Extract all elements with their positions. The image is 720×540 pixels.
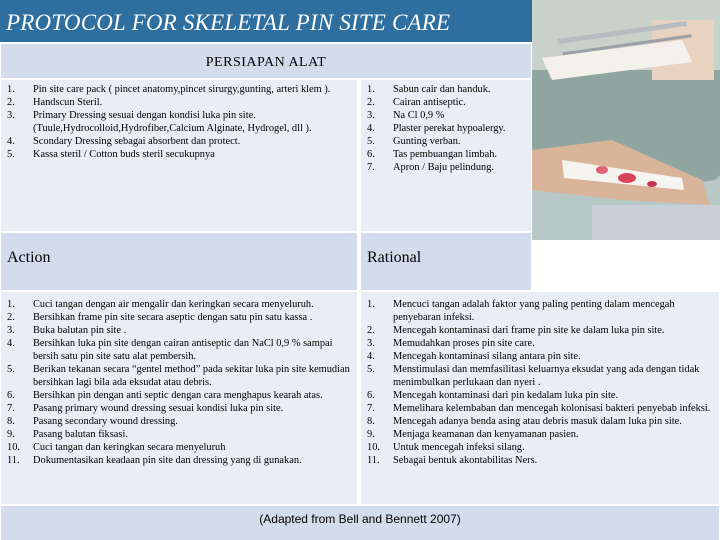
tool-item-text: Kassa steril / Cotton buds steril secukupnya <box>33 149 215 160</box>
rational-item <box>367 298 715 324</box>
action-item <box>7 337 353 363</box>
rational-item-text: Menjaga keamanan dan kenyamanan pasien. <box>393 429 579 440</box>
tool-item-text: Sabun cair dan handuk. <box>393 84 491 95</box>
action-item-text: Buka balutan pin site . <box>33 325 127 336</box>
rational-item-text: Mencegah adanya benda asing atau debris masuk dalam luka pin site. <box>393 416 682 427</box>
rational-item-text: Memudahkan proses pin site care. <box>393 338 535 349</box>
rational-item <box>367 428 715 441</box>
tool-item-text: Pin site care pack ( pincet anatomy,pincet sirurgy,gunting, arteri klem ). <box>33 84 331 95</box>
action-item-number: 6. <box>7 390 15 401</box>
rational-item-number: 8. <box>367 416 375 427</box>
tool-item <box>367 83 527 96</box>
tool-item-text: Gunting verban. <box>393 136 461 147</box>
rational-item-number: 6. <box>367 390 375 401</box>
action-cell <box>1 292 357 504</box>
rational-item-number: 11. <box>367 455 380 466</box>
tool-item-text: Tas pembuangan limbah. <box>393 149 498 160</box>
leg-fixator-photo <box>532 0 720 240</box>
action-item-text: Pasang primary wound dressing sesuai kondisi luka pin site. <box>33 403 284 414</box>
rational-item-text: Memelihara kelembaban dan mencegah kolonisasi bakteri penyebab infeksi. <box>393 403 711 414</box>
persiapan-row <box>1 44 531 78</box>
tool-item <box>7 109 347 135</box>
rational-item-text: Mencegah kontaminasi silang antara pin site. <box>393 351 581 362</box>
action-item <box>7 324 353 337</box>
action-item <box>7 298 353 311</box>
tool-item-text: Scondary Dressing sebagai absorbent dan protect. <box>33 136 241 147</box>
tool-item-number: 4. <box>7 136 15 147</box>
tool-item-number: 3. <box>7 110 15 121</box>
action-item <box>7 389 353 402</box>
rational-item <box>367 441 715 454</box>
action-item-number: 1. <box>7 299 15 310</box>
action-item-text: Bersihkan luka pin site dengan cairan antiseptic dan NaCl 0,9 % sampai bersih satu pin site satu alat pembersih. <box>33 338 333 362</box>
action-item <box>7 415 353 428</box>
tool-item <box>7 148 347 161</box>
rational-item-text: Mencuci tangan adalah faktor yang paling penting dalam mencegah penyebaran infeksi. <box>393 299 675 323</box>
action-item-text: Bersihkan pin dengan anti septic dengan cara menghapus kearah atas. <box>33 390 323 401</box>
page-title: PROTOCOL FOR SKELETAL PIN SITE CARE <box>6 10 451 35</box>
rational-item <box>367 454 715 467</box>
action-item-number: 10. <box>7 442 20 453</box>
tools-left-list <box>7 83 347 161</box>
rational-cell <box>361 292 719 504</box>
rational-item-number: 7. <box>367 403 375 414</box>
rational-item-text: Untuk mencegah infeksi silang. <box>393 442 525 453</box>
tool-item-text: Apron / Baju pelindung. <box>393 162 495 173</box>
action-item-number: 11. <box>7 455 20 466</box>
action-item-text: Bersihkan frame pin site secara aseptic dengan satu pin satu kassa . <box>33 312 313 323</box>
action-item-number: 5. <box>7 364 15 375</box>
tool-item <box>367 109 527 122</box>
rational-item <box>367 402 715 415</box>
rational-item-number: 2. <box>367 325 375 336</box>
rational-item-number: 3. <box>367 338 375 349</box>
action-item <box>7 454 353 467</box>
persiapan-header: PERSIAPAN ALAT <box>205 55 327 70</box>
action-item-number: 2. <box>7 312 15 323</box>
rational-item-number: 4. <box>367 351 375 362</box>
action-header-cell <box>1 233 357 290</box>
tools-left-cell <box>1 80 357 231</box>
clinical-photo-image <box>532 0 720 240</box>
action-item <box>7 311 353 324</box>
rational-header: Rational <box>367 249 422 266</box>
tools-right-list <box>367 83 527 174</box>
tool-item <box>367 96 527 109</box>
tool-item-number: 3. <box>367 110 375 121</box>
tool-item <box>7 83 347 96</box>
tool-item <box>367 148 527 161</box>
rational-item <box>367 324 715 337</box>
action-item <box>7 363 353 389</box>
tool-item-number: 2. <box>7 97 15 108</box>
tool-item <box>7 96 347 109</box>
action-item-text: Berikan tekanan secara “gentel method” pada sekitar luka pin site kemudian bersihkan lagi bila ada eksudat atau debris. <box>33 364 350 388</box>
action-header: Action <box>7 249 51 266</box>
tool-item <box>367 122 527 135</box>
action-item-number: 4. <box>7 338 15 349</box>
footer-row <box>1 506 719 540</box>
action-item-text: Pasang balutan fiksasi. <box>33 429 128 440</box>
action-item-text: Dokumentasikan keadaan pin site dan dressing yang di gunakan. <box>33 455 302 466</box>
action-item-text: Pasang secondary wound dressing. <box>33 416 178 427</box>
action-item-text: Cuci tangan dan keringkan secara menyeluruh <box>33 442 226 453</box>
tool-item-number: 6. <box>367 149 375 160</box>
tools-right-cell <box>361 80 531 231</box>
action-item-number: 8. <box>7 416 15 427</box>
action-item <box>7 428 353 441</box>
rational-item-text: Mencegah kontaminasi dari frame pin site ke dalam luka pin site. <box>393 325 665 336</box>
tool-item-text: Handscun Steril. <box>33 97 103 108</box>
rational-header-cell <box>361 233 531 290</box>
action-item-number: 3. <box>7 325 15 336</box>
rational-item-text: Mencegah kontaminasi dari pin kedalam luka pin site. <box>393 390 619 401</box>
tool-item-number: 1. <box>7 84 15 95</box>
action-item-number: 7. <box>7 403 15 414</box>
tool-item <box>367 135 527 148</box>
tool-item-number: 5. <box>367 136 375 147</box>
rational-item-text: Menstimulasi dan memfasilitasi keluarnya eksudat yang ada dengan tidak menimbulkan perlukaan dan nyeri . <box>393 364 700 388</box>
action-item-number: 9. <box>7 429 15 440</box>
action-item-text: Cuci tangan dengan air mengalir dan keringkan secara menyeluruh. <box>33 299 314 310</box>
tool-item-number: 1. <box>367 84 375 95</box>
tool-item-text: Primary Dressing sesuai dengan kondisi luka pin site. (Tuule,Hydrocolloid,Hydrofiber,Calcium Alginate, Hydrogel, dll ). <box>33 110 312 134</box>
rational-item-number: 1. <box>367 299 375 310</box>
rational-item <box>367 350 715 363</box>
action-item <box>7 441 353 454</box>
tool-item <box>367 161 527 174</box>
tool-item-number: 5. <box>7 149 15 160</box>
tool-item-number: 2. <box>367 97 375 108</box>
rational-list <box>367 298 715 467</box>
rational-item <box>367 337 715 350</box>
rational-item-text: Sebagai bentuk akontabilitas Ners. <box>393 455 538 466</box>
action-list <box>7 298 353 467</box>
rational-item <box>367 363 715 389</box>
action-item <box>7 402 353 415</box>
rational-item-number: 5. <box>367 364 375 375</box>
rational-item-number: 9. <box>367 429 375 440</box>
citation: (Adapted from Bell and Bennett 2007) <box>259 512 461 526</box>
rational-item <box>367 415 715 428</box>
rational-item <box>367 389 715 402</box>
tool-item <box>7 135 347 148</box>
rational-item-number: 10. <box>367 442 380 453</box>
tool-item-text: Na Cl 0,9 % <box>393 110 445 121</box>
tool-item-number: 4. <box>367 123 375 134</box>
tool-item-number: 7. <box>367 162 375 173</box>
tool-item-text: Plaster perekat hypoalergy. <box>393 123 506 134</box>
tool-item-text: Cairan antiseptic. <box>393 97 466 108</box>
